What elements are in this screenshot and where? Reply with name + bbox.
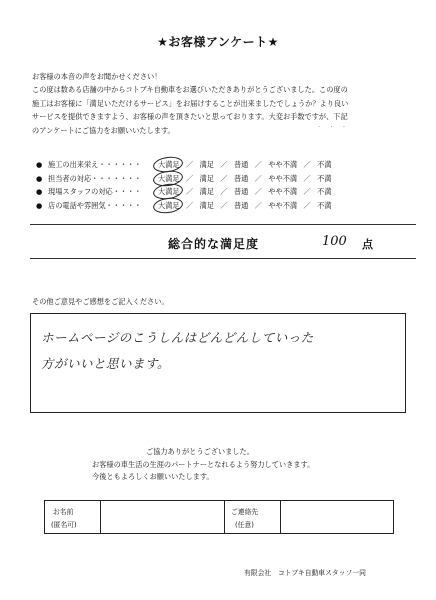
overall-satisfaction-label: 総合的な満足度 bbox=[168, 237, 260, 251]
option-neutral[interactable]: 普通 bbox=[233, 187, 249, 196]
option-very-satisfied[interactable]: 大満足 bbox=[158, 160, 180, 169]
option-satisfied[interactable]: 満足 bbox=[199, 187, 214, 196]
bullet-icon: ● bbox=[36, 200, 43, 210]
thanks-message bbox=[0, 446, 436, 484]
comments-label: その他ご意見やご感想をご記入ください。 bbox=[32, 297, 169, 306]
option-somewhat-dissatisfied[interactable]: やや不満 bbox=[268, 160, 298, 169]
survey-item-label: 店の電話や雰囲気・・・・・ bbox=[48, 200, 142, 210]
thanks-line: ご協力ありがとうございました。 bbox=[146, 447, 254, 456]
rating-options: 大満足 ／ 満足 ／ 普通 ／ やや不満 ／ 不満 bbox=[158, 160, 332, 169]
rating-options: 大満足 ／ 満足 ／ 普通 ／ やや不満 ／ 不満 bbox=[158, 200, 332, 210]
option-dissatisfied[interactable]: 不満 bbox=[317, 160, 332, 169]
option-very-satisfied[interactable]: 大満足 bbox=[158, 173, 180, 183]
bullet-icon: ● bbox=[36, 187, 43, 196]
print-speckle: · · · bbox=[318, 123, 350, 131]
name-label: お名前 bbox=[53, 508, 74, 516]
option-somewhat-dissatisfied[interactable]: やや不満 bbox=[268, 187, 298, 196]
option-neutral[interactable]: 普通 bbox=[233, 200, 249, 210]
option-satisfied[interactable]: 満足 bbox=[199, 200, 214, 210]
option-neutral[interactable]: 普通 bbox=[233, 173, 249, 183]
rating-options: 大満足 ／ 満足 ／ 普通 ／ やや不満 ／ 不満 bbox=[158, 173, 332, 183]
overall-score-value[interactable]: 100 bbox=[322, 234, 347, 249]
contact-label: ご連絡先 bbox=[231, 508, 259, 516]
survey-row-phone-atmosphere bbox=[36, 201, 416, 215]
option-very-satisfied[interactable]: 大満足 bbox=[158, 200, 180, 210]
option-dissatisfied[interactable]: 不満 bbox=[317, 173, 332, 183]
survey-row-site-staff bbox=[36, 187, 416, 201]
page-title: ★お客様アンケート★ bbox=[157, 35, 279, 49]
option-satisfied[interactable]: 満足 bbox=[199, 160, 214, 169]
bullet-icon: ● bbox=[36, 160, 43, 169]
name-label-cell bbox=[45, 501, 101, 533]
option-very-satisfied[interactable]: 大満足 bbox=[158, 187, 180, 196]
intro-line: のアンケートにご協力をお願いいたします。 bbox=[32, 125, 175, 135]
intro-line: サービスを提供できますよう、お客様の声を頂きたいと思っております。大変お手数ですが、下記 bbox=[32, 112, 348, 122]
bullet-icon: ● bbox=[36, 173, 43, 183]
intro-text bbox=[32, 70, 412, 137]
rating-options: 大満足 ／ 満足 ／ 普通 ／ やや不満 ／ 不満 bbox=[158, 187, 332, 196]
contact-label-cell bbox=[225, 501, 281, 533]
divider-top bbox=[30, 224, 416, 225]
intro-line: 施工はお客様に「満足いただけるサービス」をお届けすることが出来ましたでしょうか？より良い bbox=[32, 98, 349, 108]
name-input-cell[interactable] bbox=[101, 501, 225, 533]
overall-score-unit: 点 bbox=[362, 238, 373, 251]
name-sublabel: (匿名可) bbox=[51, 521, 77, 529]
survey-item-label: 現場スタッフの対応・・・・ bbox=[48, 187, 142, 196]
contact-input-cell[interactable] bbox=[281, 501, 393, 533]
survey-item-label: 施工の出来栄え・・・・・・ bbox=[48, 160, 142, 169]
contact-sublabel: (任意) bbox=[235, 521, 254, 529]
footer-company: 有限会社 コトブキ自動車スタッフ一同 bbox=[244, 569, 366, 577]
survey-item-label: 担当者の対応・・・・・・・ bbox=[48, 173, 142, 183]
handwritten-comment-line: ホームページのこうしんはどんどんしていった bbox=[41, 330, 314, 345]
handwritten-comment-line: 方がいいと思います。 bbox=[41, 356, 171, 371]
intro-line: この度は数ある店舗の中からコトブキ自動車をお選びいただきありがとうございました。この度の bbox=[32, 85, 348, 95]
option-dissatisfied[interactable]: 不満 bbox=[317, 200, 332, 210]
divider-bottom bbox=[30, 258, 416, 259]
contact-table bbox=[44, 500, 394, 534]
thanks-line: 今後ともよろしくお願いいたします。 bbox=[92, 472, 214, 482]
survey-section bbox=[36, 160, 416, 214]
survey-row-workmanship bbox=[36, 160, 416, 174]
option-somewhat-dissatisfied[interactable]: やや不満 bbox=[268, 173, 298, 183]
option-dissatisfied[interactable]: 不満 bbox=[317, 187, 332, 196]
option-neutral[interactable]: 普通 bbox=[233, 160, 249, 169]
option-satisfied[interactable]: 満足 bbox=[199, 173, 214, 183]
comments-box[interactable] bbox=[30, 313, 406, 413]
option-somewhat-dissatisfied[interactable]: やや不満 bbox=[268, 200, 298, 210]
thanks-line: お客様の車生活の生涯のパートナーとなれるよう努力していきます。 bbox=[92, 459, 315, 469]
intro-line: お客様の本音の声をお聞かせください！ bbox=[32, 72, 162, 81]
survey-row-staff-response bbox=[36, 174, 416, 188]
